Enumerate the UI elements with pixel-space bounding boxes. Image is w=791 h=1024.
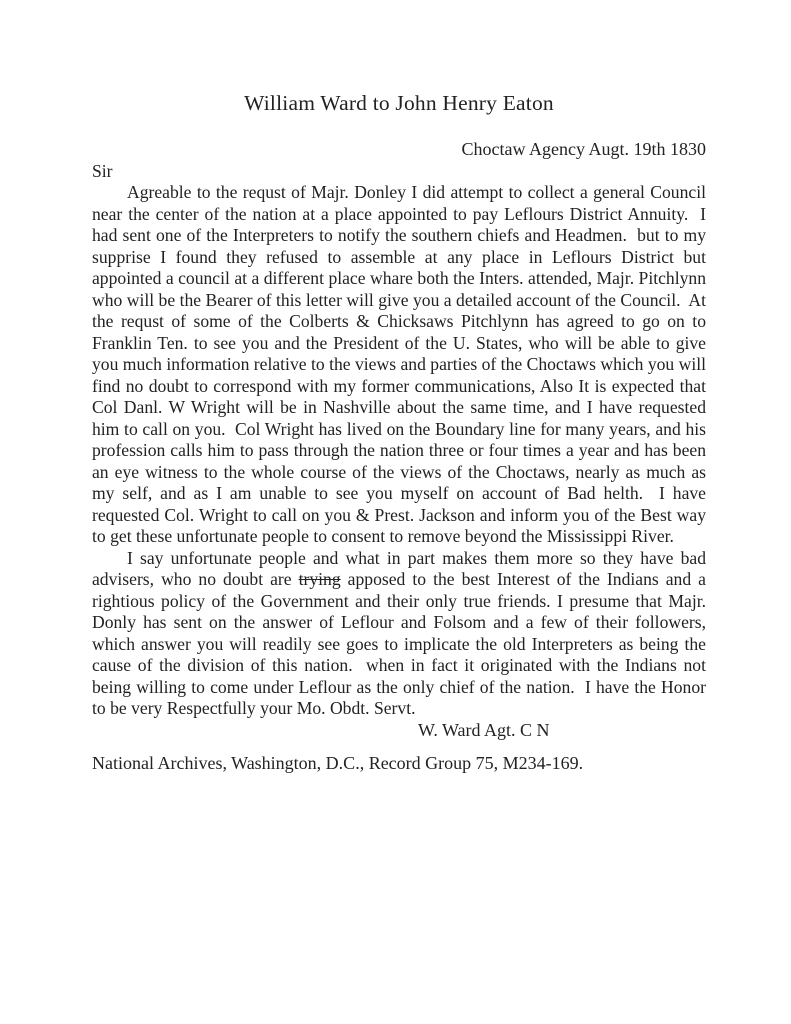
letter-title: William Ward to John Henry Eaton [244,91,554,115]
struck-word: trying [298,569,341,589]
text-column [92,0,711,775]
letter-paragraph-1 [92,182,711,548]
paragraph-2-text-after-strike: apposed to the best Interest of the Indians and a rightious policy of the Government and their only true friends. I presume that Majr. Donly has sent on the answer of Leflour and Folsom and a few of their followers, which answer you will readily see goes to implicate the old Interpreters as being the cause of the division of this nation. when in fact it originated with the Indians not being willing to come under Leflour as the only chief of the nation. I have the Honor to be very Respectfully your Mo. Obdt. Servt. [92,569,711,718]
letter-salutation: Sir [92,160,113,181]
letter-signature: W. Ward Agt. C N [418,719,550,740]
source-citation: National Archives, Washington, D.C., Record Group 75, M234-169. [92,753,584,773]
paragraph-2-text-before-strike: I say unfortunate people and what in part makes them more so they have bad advisers, who no doubt are [92,547,711,589]
letter-dateline: Choctaw Agency Augt. 19th 1830 [461,139,706,159]
paragraph-1-text: Agreable to the requst of Majr. Donley I did attempt to collect a general Council near the center of the nation at a place appointed to pay Leflours District Annuity. I had sent one of the Interpreters to notify the southern chiefs and Headmen. but to my supprise I found they refused to assemble at any place in Leflours District but appointed a council at a different place whare both the Inters. attended, Majr. Pitchlynn who will be the Bearer of this letter will give you a detailed account of the Council. At the requst of some of the Colberts & Chicksaws Pitchlynn has agreed to go on to Franklin Ten. to see you and the President of the U. States, who will be able to give you much information relative to the views and parties of the Choctaws which you will find no doubt to correspond with my former communications, Also It is expected that Col Danl. W Wright will be in Nashville about the same time, and I have requested him to call on you. Col Wright has lived on the Boundary line for many years, and his profession calls him to pass through the nation three or four times a year and has been an eye witness to the whole course of the views of the Choctaws, nearly as much as my self, and as I am unable to see you myself on account of Bad helth. I have requested Col. Wright to call on you & Prest. Jackson and inform you of the Best way to get these unfortunate people to consent to remove beyond the Mississippi River. [92,182,711,546]
letter-paragraph-2 [92,547,711,720]
